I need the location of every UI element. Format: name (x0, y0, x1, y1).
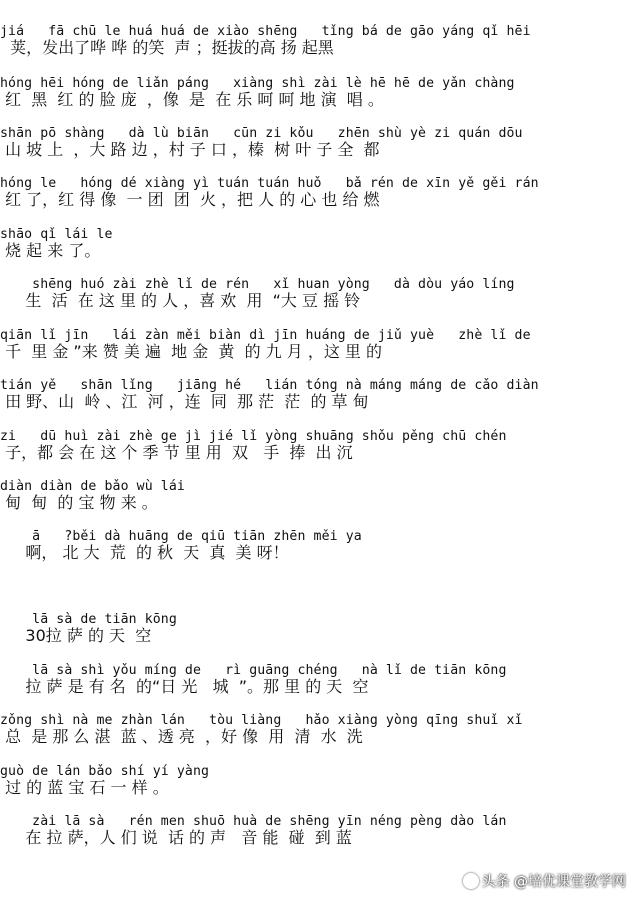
pinyin-line-9: zi dū huì zài zhè ge jì jié lǐ yòng shuāng shǒu pěng chū chén (0, 429, 507, 444)
hanzi-line-11: 啊， 北 大 荒 的 秋 天 真 美 呀！ (0, 543, 289, 562)
pinyin-line-13: lā sà shì yǒu míng de rì guāng chéng nà lǐ de tiān kōng (0, 663, 507, 678)
pinyin-line-15: guò de lán bǎo shí yí yàng (0, 764, 210, 779)
pinyin-line-16: zài lā sà rén men shuō huà de shēng yīn néng pèng dào lán (0, 814, 507, 829)
hanzi-line-10: 甸 甸 的 宝 物 来 。 (0, 493, 158, 512)
watermark-text: 头条 @培优课堂教学网 (481, 874, 626, 890)
pinyin-line-10: diàn diàn de bǎo wù lái (0, 479, 185, 494)
title-pinyin: lā sà de tiān kōng (0, 612, 177, 627)
pinyin-line-11: ā ?běi dà huāng de qiū tiān zhēn měi ya (0, 529, 362, 544)
pinyin-line-5: shāo qǐ lái le (0, 227, 113, 242)
hanzi-line-3: 山 坡 上 ，大 路 边 ，村 子 口 ，榛 树 叶 子 全 都 (0, 140, 380, 159)
pinyin-line-1: jiá fā chū le huá huá de xiào shēng tǐng bá de gāo yáng qǐ hēi (0, 24, 531, 39)
hanzi-line-14: 总 是 那 么 湛 蓝 、透 亮 ，好 像 用 清 水 洗 (0, 727, 363, 746)
hanzi-line-9: 子，都 会 在 这 个 季 节 里 用 双 手 捧 出 沉 (0, 443, 353, 462)
pinyin-line-6: shēng huó zài zhè lǐ de rén xǐ huan yòng dà dòu yáo líng (0, 277, 515, 292)
hanzi-line-8: 田 野、山 岭 、江 河 ，连 同 那 茫 茫 的 草 甸 (0, 392, 369, 411)
hanzi-line-16: 在 拉 萨，人 们 说 话 的 声 音 能 碰 到 蓝 (0, 828, 352, 847)
lesson-title: 30拉 萨 的 天 空 (0, 626, 152, 645)
pinyin-line-8: tián yě shān lǐng jiāng hé lián tóng nà máng máng de cǎo diàn (0, 378, 539, 393)
camera-icon (463, 873, 479, 889)
pinyin-line-3: shān pō shàng dà lù biān cūn zi kǒu zhēn shù yè zi quán dōu (0, 126, 523, 141)
hanzi-line-5: 烧 起 来 了。 (0, 241, 101, 260)
watermark (463, 871, 626, 891)
hanzi-line-15: 过 的 蓝 宝 石 一 样 。 (0, 778, 169, 797)
hanzi-line-1: 荚，发出了哗 哗 的笑 声 ；挺拔的高 扬 起黑 (0, 38, 334, 57)
hanzi-line-4: 红 了，红 得 像 一 团 团 火 ，把 人 的 心 也 给 燃 (0, 190, 380, 209)
pinyin-line-14: zǒng shì nà me zhàn lán tòu liàng hǎo xiàng yòng qīng shuǐ xǐ (0, 713, 523, 728)
hanzi-line-6: 生 活 在 这 里 的 人 ，喜 欢 用 “大 豆 摇 铃 (0, 291, 361, 310)
pinyin-line-4: hóng le hóng dé xiàng yì tuán tuán huǒ bǎ rén de xīn yě gěi rán (0, 176, 539, 191)
hanzi-line-13: 拉 萨 是 有 名 的“日 光 城 ”。那 里 的 天 空 (0, 677, 369, 696)
pinyin-line-2: hóng hēi hóng de liǎn páng xiàng shì zài lè hē hē de yǎn chàng (0, 76, 515, 91)
hanzi-line-7: 千 里 金 ”来 赞 美 遍 地 金 黄 的 九 月 ，这 里 的 (0, 342, 383, 361)
hanzi-line-2: 红 黑 红 的 脸 庞 ，像 是 在 乐 呵 呵 地 演 唱 。 (0, 90, 384, 109)
pinyin-line-7: qiān lǐ jīn lái zàn měi biàn dì jīn huáng de jiǔ yuè zhè lǐ de (0, 328, 531, 343)
